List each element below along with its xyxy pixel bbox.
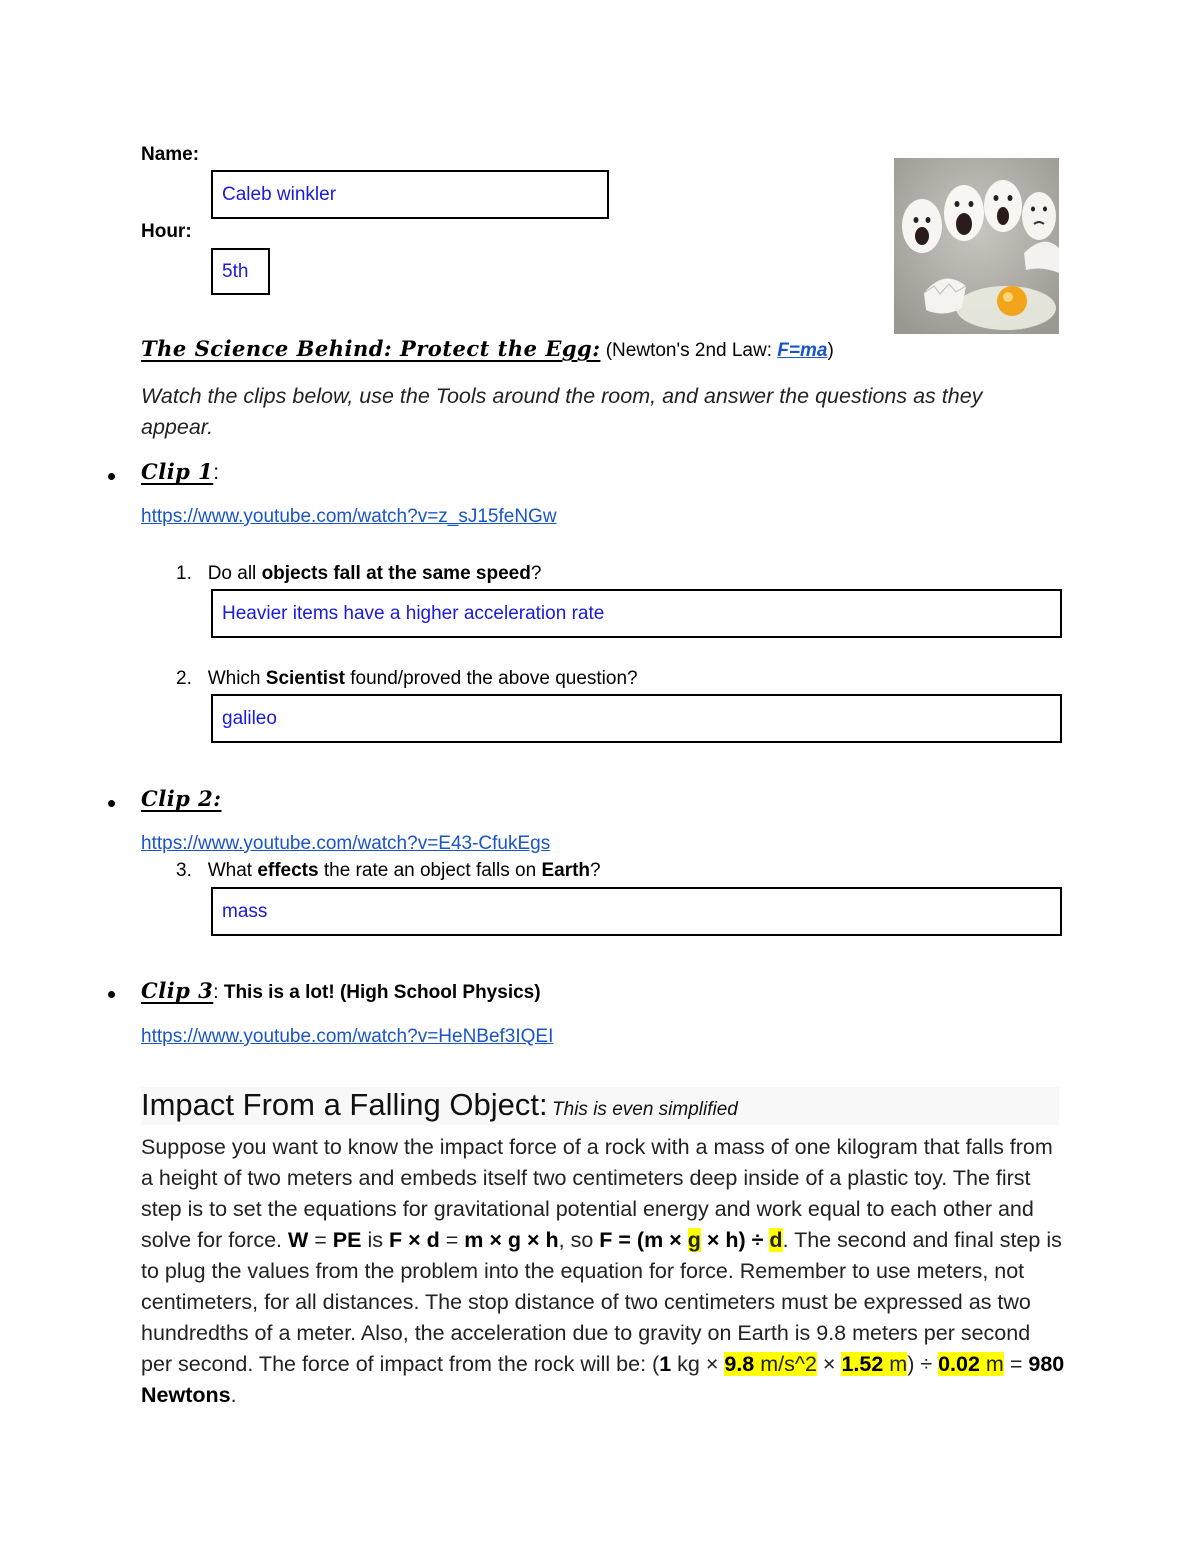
clip1-heading [141, 459, 219, 485]
q3-post: ? [590, 860, 601, 881]
hour-label: Hour: [141, 221, 192, 242]
unit-m-2: m [979, 1352, 1004, 1376]
clip2-link[interactable]: https://www.youtube.com/watch?v=E43-CfukEgs [141, 833, 551, 854]
q3-mid: the rate an object falls on [318, 860, 542, 881]
distance-highlight [938, 1352, 1004, 1376]
answer-3-field[interactable]: mass [211, 887, 1062, 936]
eq-d-highlight: d [769, 1228, 783, 1252]
title-line [141, 336, 834, 362]
q1-post: ? [530, 563, 542, 584]
q1-number: 1. [176, 563, 192, 584]
q3-pre: What [207, 860, 258, 881]
op-divide: ) ÷ [907, 1352, 939, 1376]
clip3-heading [141, 978, 541, 1004]
question-3 [176, 860, 601, 882]
bullet [108, 991, 115, 998]
formula-link[interactable]: F=ma [777, 340, 828, 361]
value-height: 1.52 [841, 1352, 884, 1376]
clip1-link[interactable]: https://www.youtube.com/watch?v=z_sJ15feNGw [141, 506, 557, 527]
impact-paragraph [141, 1132, 1066, 1411]
impact-title: Impact From a Falling Object: [141, 1087, 548, 1122]
q2-number: 2. [176, 668, 192, 689]
eq-is: is [361, 1228, 389, 1252]
q2-post: found/proved the above question? [344, 668, 638, 689]
impact-subtitle: This is even simplified [552, 1099, 738, 1120]
worksheet-title: The Science Behind: Protect the Egg: [141, 336, 601, 361]
law-close: ) [827, 340, 834, 361]
name-label: Name: [141, 144, 200, 165]
eq-f: F = (m × [599, 1228, 682, 1252]
clip3-suffix: : [213, 982, 224, 1003]
q3-bold1: effects [257, 860, 319, 881]
law-open: (Newton's 2nd Law: [605, 340, 778, 361]
clip2-label: Clip 2: [141, 786, 222, 811]
q2-bold: Scientist [265, 668, 345, 689]
bullet [108, 800, 115, 807]
op-equals: = [1003, 1352, 1029, 1376]
clip3-label: Clip 3 [141, 978, 214, 1003]
eq-g-highlight: g [687, 1228, 701, 1252]
impact-end: . [230, 1383, 237, 1407]
eq-pe: PE [332, 1228, 362, 1252]
q1-bold: objects fall at the same speed [261, 563, 531, 584]
question-2 [176, 668, 638, 690]
eq-equals: = [308, 1228, 333, 1252]
unit-m-1: m [883, 1352, 908, 1376]
answer-2-field[interactable]: galileo [211, 694, 1062, 743]
gravity-highlight [724, 1352, 817, 1376]
name-field[interactable]: Caleb winkler [211, 170, 609, 219]
impact-text-2: . The second and final step is to plug the values from the problem into the equation for force. Remember to use meters, not centimeters, for all distances. The stop distance of two centimeters must be expressed as two hundredths of a meter. Also, the acceleration due to gravity on Earth is 9.8 meters per second per second. The force of impact from the rock will be: ( [141, 1228, 1062, 1376]
q2-pre: Which [207, 668, 266, 689]
clip1-label: Clip 1 [141, 459, 214, 484]
value-mass: 1 [659, 1352, 672, 1376]
eq-h: × h) ÷ [700, 1228, 770, 1252]
instructions: Watch the clips below, use the Tools around the room, and answer the questions as they appear. [141, 384, 983, 439]
frightened-eggs-photo [894, 158, 1059, 334]
impact-result: 980 Newtons [141, 1352, 1065, 1407]
eq-fd: F × d [388, 1228, 440, 1252]
eq-equals-2: = [439, 1228, 465, 1252]
question-1 [176, 563, 541, 585]
clip3-link[interactable]: https://www.youtube.com/watch?v=HeNBef3IQEI [141, 1026, 554, 1047]
q3-bold2: Earth [541, 860, 591, 881]
hour-field[interactable]: 5th [211, 248, 270, 295]
clip1-suffix: : [213, 461, 220, 484]
op-times: × [816, 1352, 842, 1376]
eq-so: , so [558, 1228, 600, 1252]
eq-w: W [287, 1228, 309, 1252]
height-highlight [841, 1352, 907, 1376]
bullet [108, 473, 115, 480]
q3-number: 3. [176, 860, 192, 881]
impact-text-1: Suppose you want to know the impact force of a rock with a mass of one kilogram that falls from a height of two meters and embeds itself two centimeters deep inside of a plastic toy. The first step is to set the equations for gravitational potential energy and work equal to each other and solve for force. [141, 1135, 1053, 1252]
unit-kg: kg × [671, 1352, 725, 1376]
eq-mgh: m × g × h [464, 1228, 559, 1252]
q1-pre: Do all [207, 563, 262, 584]
answer-1-field[interactable]: Heavier items have a higher acceleration rate [211, 589, 1062, 638]
impact-heading [141, 1087, 1059, 1125]
value-gravity: 9.8 [724, 1352, 755, 1376]
unit-gravity: m/s^2 [754, 1352, 817, 1376]
clip3-note: This is a lot! (High School Physics) [223, 982, 541, 1003]
value-distance: 0.02 [938, 1352, 980, 1376]
clip2-heading [141, 786, 222, 812]
